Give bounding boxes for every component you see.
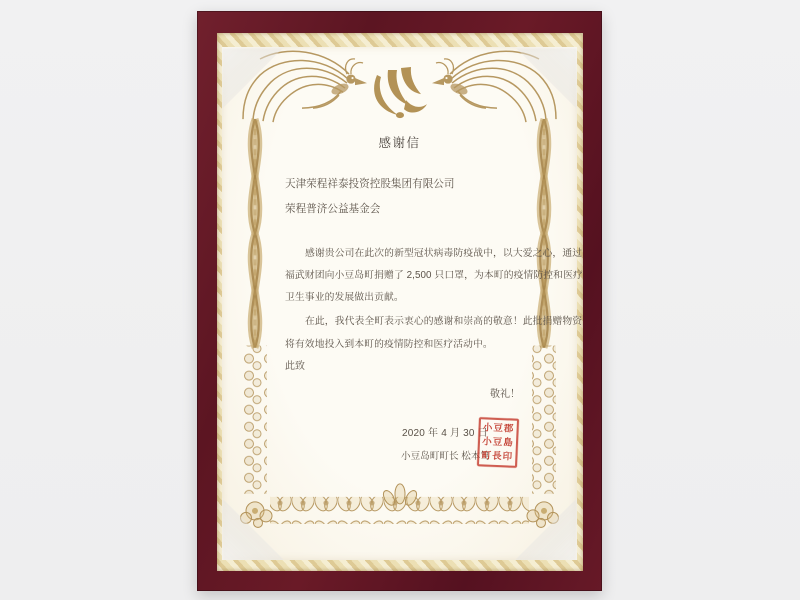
gold-mat-border [217,33,583,571]
date-line: 2020 年 4 月 30 日 [402,428,488,439]
seal-row: 小豆島 [482,436,514,449]
rope-border-left [241,119,273,527]
body-line: 将有效地投入到本町的疫情防控和医疗活动中。 [285,339,493,350]
body-line: 福武财团向小豆岛町捐赠了 2,500 只口罩，为本町的疫情防控和医疗 [285,270,583,281]
seal-row: 小豆郡 [482,422,515,435]
recipient-line-2: 荣程普济公益基金会 [285,203,381,215]
recipient-line-1: 天津荣程祥泰投资控股集团有限公司 [285,178,455,190]
company-logo-icon [374,67,427,118]
letter-title: 感谢信 [378,136,421,150]
picture-frame [197,11,602,591]
body-line: 感谢贵公司在此次的新型冠状病毒防疫战中，以大爱之心，通过 [305,248,583,259]
floral-border-bottom [270,484,529,524]
closing-cizhi: 此致 [285,361,305,372]
letter-paper [222,47,583,560]
signature-line: 小豆岛町町长 松本笃 [401,451,491,462]
mayor-seal-stamp [477,417,519,468]
body-line: 在此，我代表全町表示衷心的感谢和崇高的敬意！此批捐赠物资 [305,316,583,327]
seal-row: 町長印 [481,450,514,463]
gold-border-ornament [222,47,577,560]
closing-jingli: 敬礼！ [490,389,520,400]
body-line: 卫生事业的发展做出贡献。 [285,292,404,303]
